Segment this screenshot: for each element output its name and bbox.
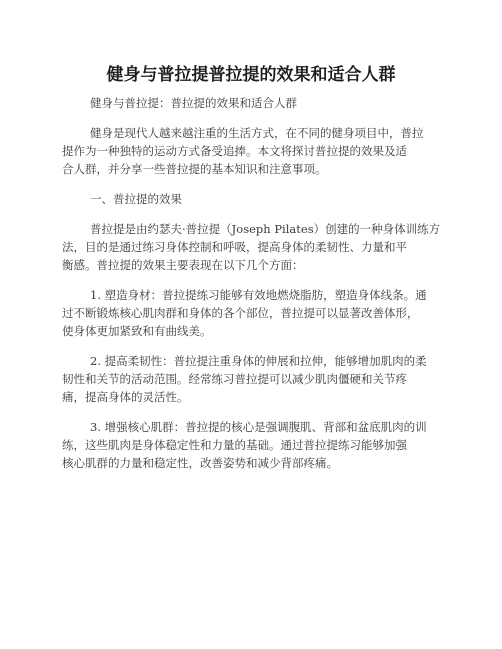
point-1-line: 使身体更加紧致和有曲线美。 <box>62 324 212 338</box>
point-1-line: 过不断锻炼核心肌肉群和身体的各个部位，普拉提可以显著改善体形， <box>62 306 419 320</box>
point-3-line: 核心肌群的力量和稳定性，改善姿势和减少背部疼痛。 <box>62 456 338 470</box>
point-2-line: 2. 提高柔韧性：普拉提注重身体的伸展和拉伸，能够增加肌肉的柔 <box>90 354 427 368</box>
point-2-line: 痛，提高身体的灵活性。 <box>62 390 189 404</box>
section-heading: 一、普拉提的效果 <box>90 192 182 206</box>
point-2-line: 韧性和关节的活动范围。经常练习普拉提可以减少肌肉僵硬和关节疼 <box>62 372 407 386</box>
intro-line: 健身是现代人越来越注重的生活方式，在不同的健身项目中，普拉 <box>90 126 424 140</box>
section-intro-line: 衡感。普拉提的效果主要表现在以下几个方面： <box>62 258 304 272</box>
section-intro-line: 普拉提是由约瑟夫·普拉提（Joseph Pilates）创建的一种身体训练方 <box>90 222 441 236</box>
intro-line: 提作为一种独特的运动方式备受追捧。本文将探讨普拉提的效果及适 <box>62 144 407 158</box>
point-1-line: 1. 塑造身材：普拉提练习能够有效地燃烧脂肪，塑造身体线条。通 <box>90 288 427 302</box>
section-intro-line: 法，目的是通过练习身体控制和呼吸，提高身体的柔韧性、力量和平 <box>62 240 407 254</box>
point-3-line: 3. 增强核心肌群：普拉提的核心是强调腹肌、背部和盆底肌肉的训 <box>90 420 427 434</box>
point-3-line: 练，这些肌肉是身体稳定性和力量的基础。通过普拉提练习能够加强 <box>62 438 407 452</box>
document-title: 健身与普拉提普拉提的效果和适合人群 <box>106 65 396 85</box>
intro-line: 合人群，并分享一些普拉提的基本知识和注意事项。 <box>62 162 327 176</box>
document-subtitle: 健身与普拉提：普拉提的效果和适合人群 <box>90 96 297 110</box>
